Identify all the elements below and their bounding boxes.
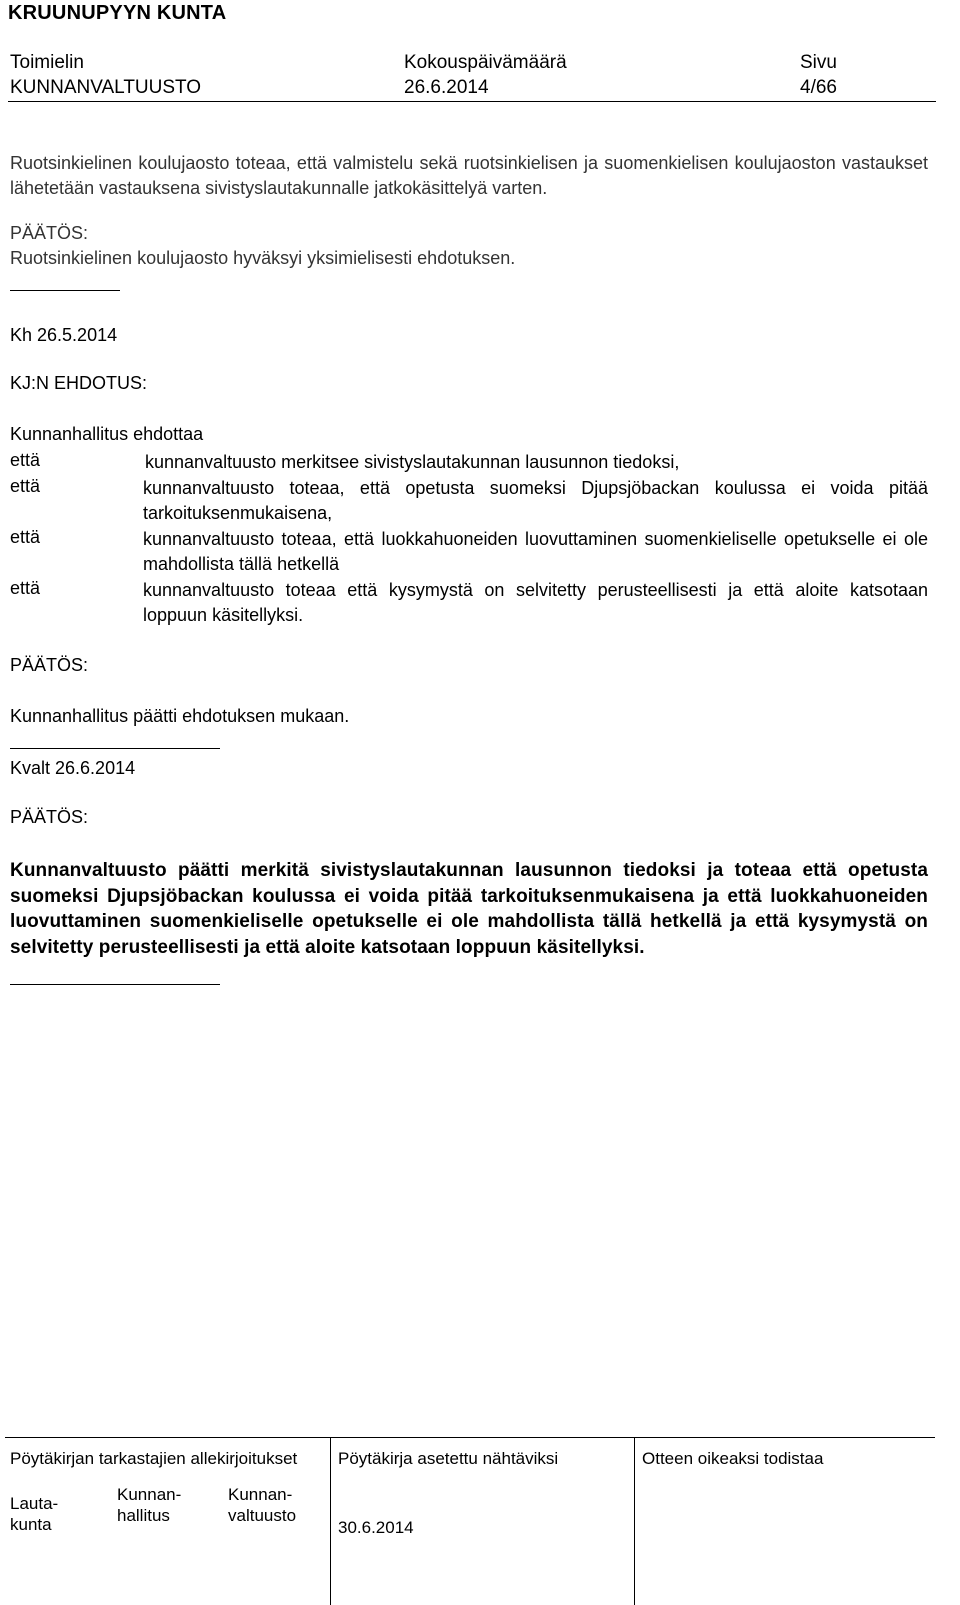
kh-proposal-label: KJ:N EHDOTUS:	[10, 373, 148, 393]
header-divider	[8, 101, 936, 102]
kvalt-decision-label: PÄÄTÖS:	[10, 807, 89, 827]
intro-decision-label: PÄÄTÖS:	[10, 223, 89, 243]
item-text: kunnanvaltuusto toteaa, että opetusta suomeksi Djupsjöbackan koulussa ei voida pitää tarkoituksenmukaisena,	[143, 478, 928, 523]
kh-proposal-intro: Kunnanhallitus ehdottaa	[10, 424, 204, 444]
page-label: Sivu	[800, 52, 837, 73]
section-separator	[10, 290, 120, 291]
signature-label-line: kunta	[10, 1515, 52, 1534]
footer-posted-title: Pöytäkirja asetettu nähtäviksi	[338, 1449, 559, 1468]
organization-name: KRUUNUPYYN KUNTA	[8, 2, 227, 24]
footer-divider	[5, 1437, 935, 1438]
item-label: että	[10, 476, 41, 496]
meeting-date-value: 26.6.2014	[404, 77, 489, 98]
body-value: KUNNANVALTUUSTO	[10, 77, 202, 98]
footer-column-divider	[330, 1437, 331, 1605]
intro-paragraph: Ruotsinkielinen koulujaosto toteaa, että valmistelu sekä ruotsinkielisen ja suomenkielisen koulujaoston vastaukset lähetetään vastauksena sivistyslautakunnalle jatkokäsittelyä varten.	[10, 153, 928, 198]
item-label: että	[10, 450, 41, 470]
signature-label-line: Lauta-	[10, 1494, 59, 1513]
item-text: kunnanvaltuusto merkitsee sivistyslautakunnan lausunnon tiedoksi,	[145, 452, 680, 472]
kvalt-decision-text: Kunnanvaltuusto päätti merkitä sivistyslautakunnan lausunnon tiedoksi ja toteaa että opetusta suomeksi Djupsjöbackan koulussa ei voida pitää tarkoituksenmukaisena ja että luokkahuoneiden luovuttaminen suomenkieliselle opetukselle ei ole mahdollista tällä hetkellä ja että kysymystä on selvitetty perusteellisesti ja että aloite katsotaan loppuun käsitellyksi.	[10, 860, 928, 958]
posted-date: 30.6.2014	[338, 1518, 414, 1537]
section-separator	[10, 748, 220, 749]
signature-label-line: Kunnan-	[228, 1485, 293, 1504]
footer-signatures-title: Pöytäkirjan tarkastajien allekirjoitukset	[10, 1449, 298, 1468]
footer-column-divider	[634, 1437, 635, 1605]
kvalt-date: Kvalt 26.6.2014	[10, 758, 136, 778]
item-text: kunnanvaltuusto toteaa että kysymystä on selvitetty perusteellisesti ja että aloite katsotaan loppuun käsitellyksi.	[143, 580, 928, 625]
body-label: Toimielin	[10, 52, 84, 73]
signature-board-label	[10, 1493, 58, 1535]
kh-date: Kh 26.5.2014	[10, 325, 118, 345]
kh-decision-label: PÄÄTÖS:	[10, 655, 89, 675]
signature-board-label	[117, 1484, 181, 1526]
signature-board-label	[228, 1484, 296, 1526]
item-label: että	[10, 578, 41, 598]
meeting-date-label: Kokouspäivämäärä	[404, 52, 567, 73]
signature-label-line: hallitus	[117, 1506, 170, 1525]
signature-label-line: valtuusto	[228, 1506, 297, 1525]
signature-label-line: Kunnan-	[117, 1485, 182, 1504]
intro-decision-text: Ruotsinkielinen koulujaosto hyväksyi yksimielisesti ehdotuksen.	[10, 248, 516, 268]
footer-certified-title: Otteen oikeaksi todistaa	[642, 1449, 824, 1468]
section-separator	[10, 984, 220, 985]
page-number: 4/66	[800, 77, 837, 98]
item-text: kunnanvaltuusto toteaa, että luokkahuoneiden luovuttaminen suomenkieliselle opetukselle ei ole mahdollista tällä hetkellä	[143, 529, 928, 574]
kh-decision-text: Kunnanhallitus päätti ehdotuksen mukaan.	[10, 706, 350, 726]
item-label: että	[10, 527, 41, 547]
